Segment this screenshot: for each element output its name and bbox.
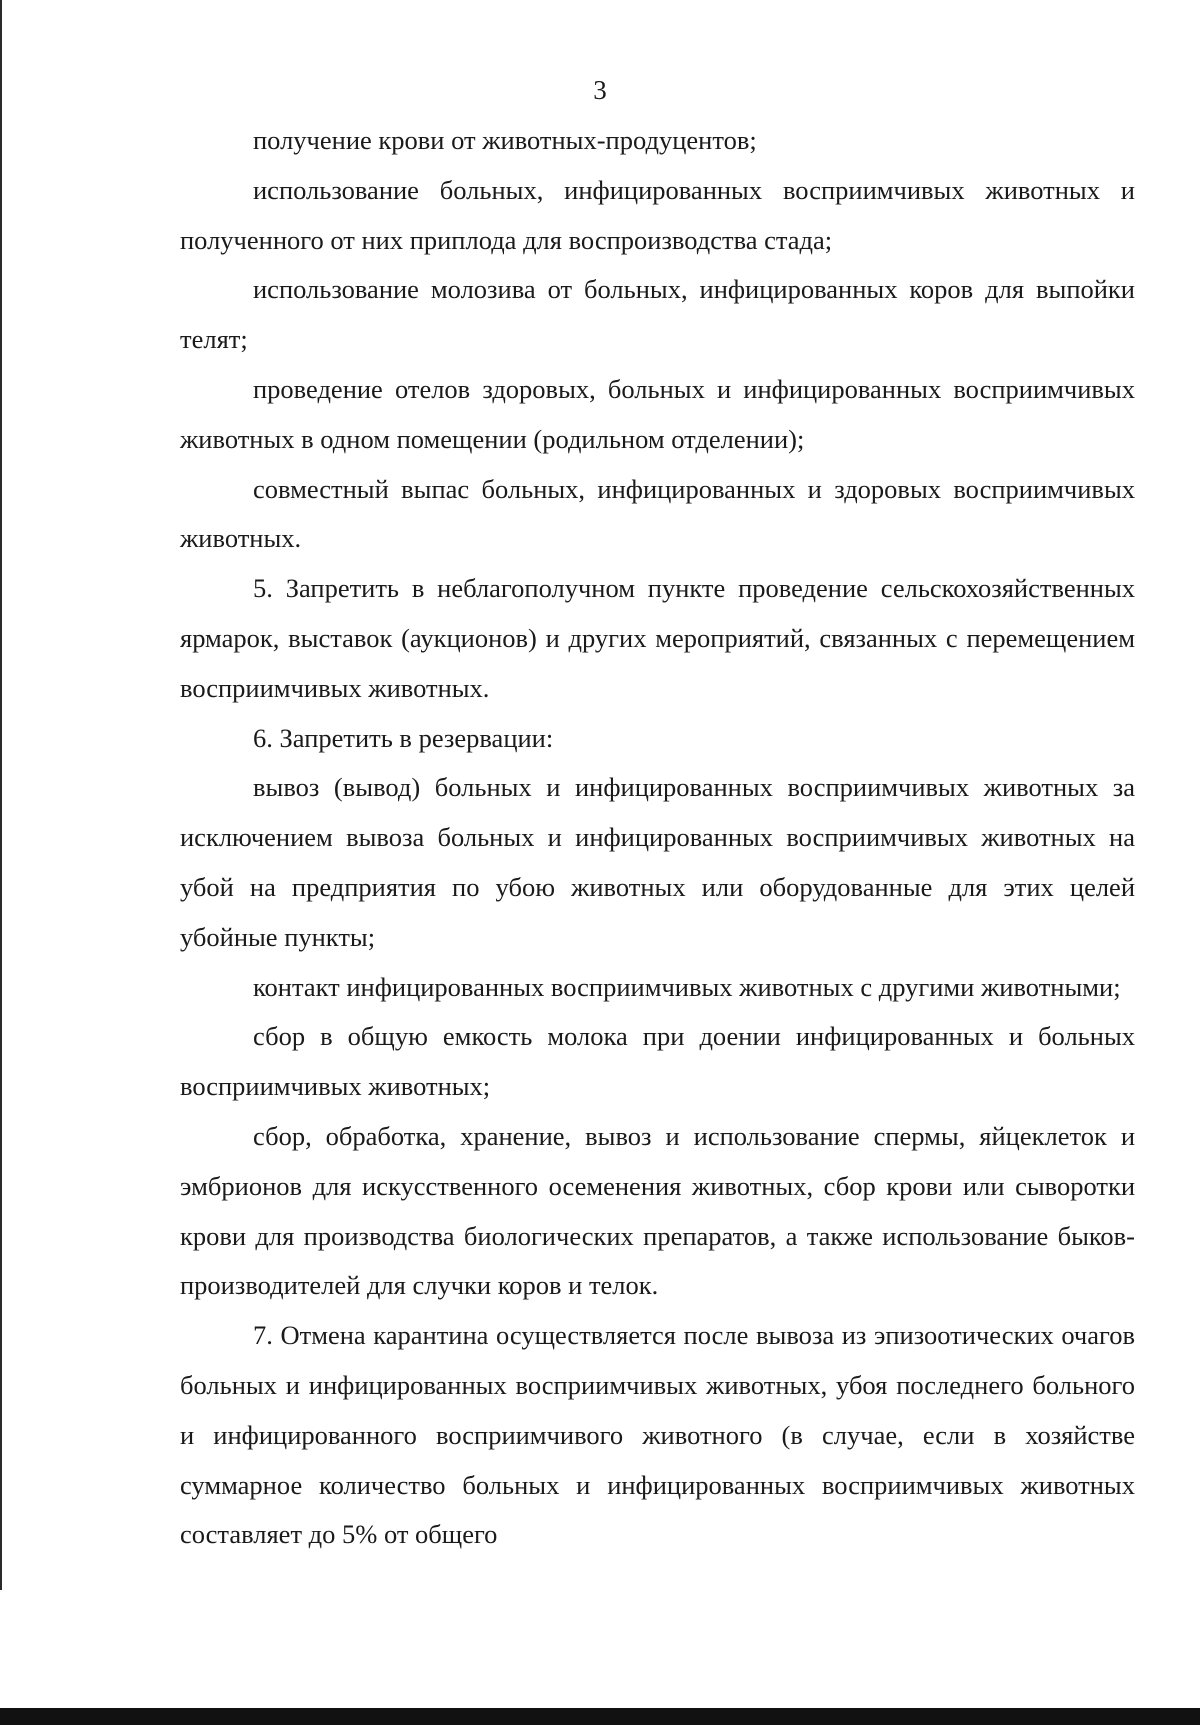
paragraph-milk-collection: сбор в общую емкость молока при доении инфицированных и больных восприимчивых животных;	[180, 1021, 1135, 1102]
paragraph-breeding-use: использование больных, инфицированных восприимчивых животных и полученного от них приплода для воспроизводства стада;	[180, 174, 1135, 255]
paragraph-colostrum-use: использование молозива от больных, инфицированных коров для выпойки телят;	[180, 274, 1135, 355]
scan-bottom-edge	[0, 1708, 1200, 1725]
paragraph-joint-grazing: совместный выпас больных, инфицированных и здоровых восприимчивых животных.	[180, 473, 1135, 554]
scan-left-edge	[0, 0, 2, 1590]
paragraph-export-ban: вывоз (вывод) больных и инфицированных восприимчивых животных за исключением вывоза больных и инфицированных восприимчивых животных на убой на предприятия по убою животных или оборудованные для этих целей убойные пункты;	[180, 772, 1135, 952]
document-body	[180, 116, 1135, 1560]
paragraph-item-7: 7. Отмена карантина осуществляется после вывоза из эпизоотических очагов больных и инфицированных восприимчивых животных, убоя последнего больного и инфицированного восприимчивого животного (в случае, если в хозяйстве суммарное количество больных и инфицированных восприимчивых животных составляет до 5% от общего	[180, 1320, 1135, 1550]
paragraph-sperm-collection: сбор, обработка, хранение, вывоз и использование спермы, яйцеклеток и эмбрионов для искусственного осеменения животных, сбор крови или сыворотки крови для производства биологических препаратов, а также использование быков-производителей для случки коров и телок.	[180, 1120, 1135, 1301]
paragraph-calving: проведение отелов здоровых, больных и инфицированных восприимчивых животных в одном помещении (родильном отделении);	[180, 373, 1135, 454]
paragraph-contact-ban: контакт инфицированных восприимчивых животных с другими животными;	[253, 971, 1121, 1002]
page-number: 3	[593, 75, 607, 105]
paragraph-blood-collection: получение крови от животных-продуцентов;	[253, 125, 757, 155]
paragraph-item-6: 6. Запретить в резервации:	[253, 722, 554, 753]
paragraph-item-5: 5. Запретить в неблагополучном пункте проведение сельскохозяйственных ярмарок, выставок (аукционов) и других мероприятий, связанных с перемещением восприимчивых животных.	[180, 573, 1135, 703]
